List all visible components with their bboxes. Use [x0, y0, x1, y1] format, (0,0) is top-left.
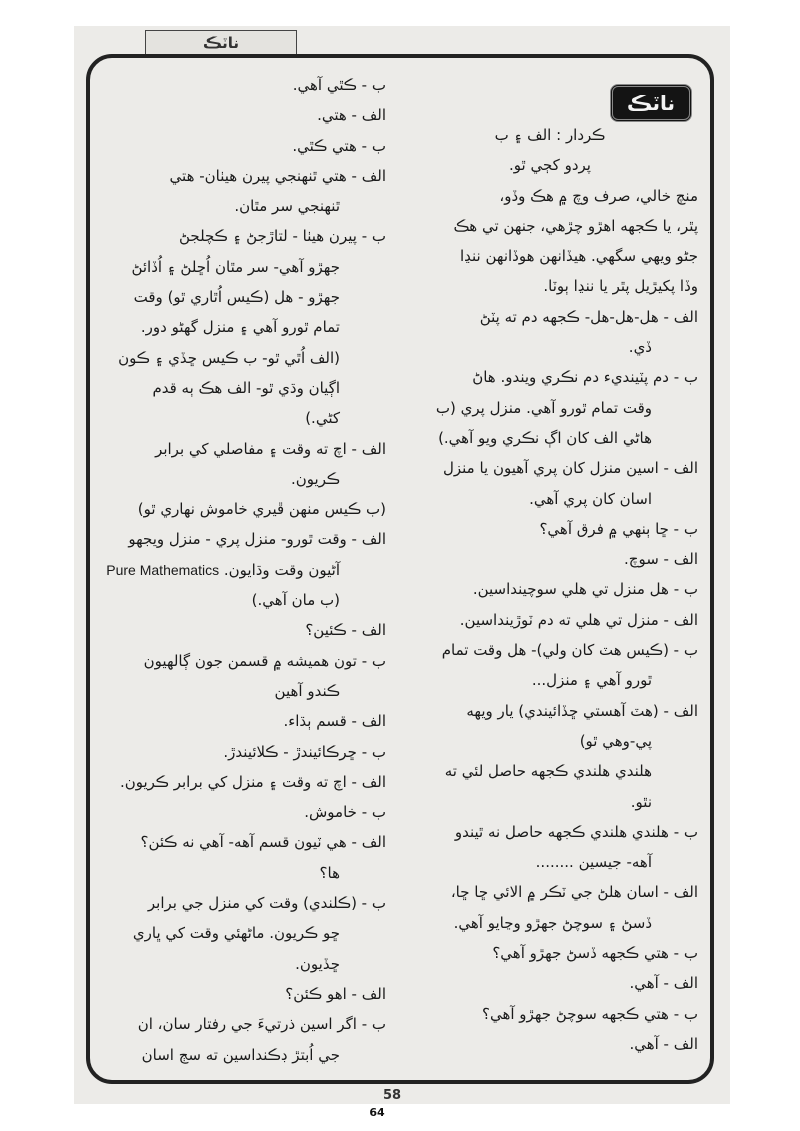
- right-column-line: [402, 999, 698, 1029]
- left-column-line: [100, 737, 386, 767]
- line-text: وڏا پکيڙيل پٿر يا ننڍا ٻوٽا.: [543, 277, 698, 296]
- line-text: جهڙو آهي- سر مٿان اُڇلڻ ۽ اُڏائڻ: [131, 257, 340, 276]
- line-text: آڻيون وقت وڌايون.: [223, 560, 340, 579]
- line-text: الف - اهو ڪئن؟: [285, 984, 386, 1003]
- right-column-line: [402, 605, 698, 635]
- line-text: ڏي.: [628, 338, 652, 357]
- left-column-line: [100, 131, 386, 161]
- left-column-line: [100, 827, 386, 857]
- right-column-line: [402, 271, 698, 301]
- line-text: جي اُبتڙ ڊڪنداسين ته سڄ اسان: [141, 1045, 340, 1064]
- line-text: الف - منزل تي هلي ته دم ٽوڙينداسين.: [459, 610, 698, 629]
- left-column-line: [100, 70, 386, 100]
- line-text: ب - هلندي هلندي ڪجهه حاصل نه ٿيندو: [454, 822, 698, 841]
- line-text: جهڙو - هل (ڪيس اُٿاري ٿو) وقت: [133, 288, 340, 307]
- line-text: پي-وهي ٿو): [579, 731, 652, 750]
- left-column-line: [100, 979, 386, 1009]
- left-column-line: [100, 918, 386, 948]
- left-column-line: [100, 706, 386, 736]
- right-column-line: [402, 423, 698, 453]
- page-number: 58: [382, 1088, 402, 1103]
- line-text: الف - هي ٽيون قسم آهه- آهي نه ڪئن؟: [140, 833, 386, 852]
- pdf-page-number: 64: [369, 1106, 385, 1119]
- line-text: الف - وقت ٿورو- منزل پري - منزل ويجهو: [128, 530, 386, 549]
- line-text: ب - خاموش.: [304, 803, 386, 822]
- right-column-line: [402, 635, 698, 665]
- right-column-lines: [402, 120, 698, 1059]
- line-text: ڏسڻ ۽ سوچڻ جهڙو وڃايو آهي.: [453, 913, 652, 932]
- left-column-line: [100, 555, 386, 585]
- line-text: الف - هتي.: [317, 106, 386, 125]
- right-column-line: [402, 968, 698, 998]
- line-text: الف - هل-هل-هل- ڪجهه دم ته پٽڻ: [479, 307, 698, 326]
- right-column-line: [402, 877, 698, 907]
- right-column: [402, 70, 698, 1059]
- right-column-line: [402, 332, 698, 362]
- line-text: ب - (ڪلندي) وقت کي منزل جي برابر: [147, 894, 386, 913]
- line-text: الف - قسم ٻڌاء.: [283, 712, 386, 731]
- line-text: هاڻي الف کان اڳ نڪري ويو آهي.): [438, 428, 652, 447]
- left-column-line: [100, 797, 386, 827]
- right-column-line: [402, 393, 698, 423]
- line-text: ٿنهنجي سر مٿان.: [234, 197, 340, 216]
- line-text: جڻو ويهي سگهي. هيڏانهن هوڏانهن ننڍا: [459, 247, 698, 266]
- left-column-line: [100, 888, 386, 918]
- right-column-line: [402, 362, 698, 392]
- line-text: الف - اچ ته وقت ۽ مفاصلي کي برابر: [155, 439, 386, 458]
- left-column-line: [100, 1040, 386, 1070]
- left-column-line: [100, 373, 386, 403]
- right-column-line: [402, 544, 698, 574]
- right-column-line: [402, 756, 698, 786]
- left-column-line: [100, 252, 386, 282]
- line-text: ب - پيرن هيٺا - لتاڙجڻ ۽ ڪچلجڻ: [178, 227, 386, 246]
- right-column-line: [402, 817, 698, 847]
- left-column-lines: [100, 70, 386, 1070]
- line-text: ب - ڇا ٻنهي ۾ فرق آهي؟: [539, 519, 698, 538]
- left-column-line: [100, 343, 386, 373]
- left-column-line: [100, 767, 386, 797]
- right-column-line: [402, 787, 698, 817]
- line-text: نٿو.: [630, 792, 652, 811]
- line-text: الف - ڪئين؟: [305, 621, 386, 640]
- line-text: ب - ڪٿي آهي.: [292, 76, 386, 94]
- left-column-line: [100, 403, 386, 433]
- running-header: ناٽڪ: [145, 30, 297, 58]
- left-column-line: [100, 191, 386, 221]
- line-text: هلندي هلندي ڪجهه حاصل لئي ته: [444, 762, 652, 781]
- left-column-line: [100, 858, 386, 888]
- right-column-line: [402, 150, 698, 180]
- line-text: ڇڏيون.: [295, 954, 340, 973]
- title-row: [402, 70, 698, 120]
- line-text: (ب ڪيس منهن ڦيري خاموش نهاري ٿو): [137, 500, 386, 519]
- line-text: وقت تمام ٿورو آهي. منزل پري (ب: [435, 398, 652, 417]
- left-column-line: [100, 434, 386, 464]
- left-column-line: [100, 161, 386, 191]
- left-column: [100, 70, 386, 1070]
- line-text: ڪندو آهين: [274, 681, 340, 700]
- line-text: اڳيان وڌي ٿو- الف هڪ ٻه قدم: [152, 378, 340, 397]
- left-column-line: [100, 312, 386, 342]
- line-text: کڻي.): [305, 409, 340, 428]
- left-column-line: [100, 615, 386, 645]
- left-column-line: [100, 494, 386, 524]
- right-column-line: [402, 453, 698, 483]
- left-column-line: [100, 464, 386, 494]
- right-column-line: [402, 847, 698, 877]
- line-text: ڪريون.: [290, 469, 340, 488]
- line-text: منچ خالي، صرف وچ ۾ هڪ وڏو،: [499, 186, 698, 205]
- left-column-line: [100, 100, 386, 130]
- line-text: الف - هتي ٿنهنجي پيرن هيٺان- هتي: [169, 166, 386, 185]
- line-text: ٿورو آهي ۽ منزل...: [531, 671, 652, 690]
- line-text: پٿر، يا ڪجهه اهڙو چڙهي، جنهن تي هڪ: [453, 216, 698, 235]
- line-text: ڪردار : الف ۽ ب: [494, 126, 606, 144]
- line-text: تمام ٿورو آهي ۽ منزل گهڻو دور.: [140, 318, 340, 337]
- left-column-line: [100, 524, 386, 554]
- right-column-line: [402, 726, 698, 756]
- right-column-line: [402, 302, 698, 332]
- line-text: ب - هتي ڪجهه سوچڻ جهڙو آهي؟: [482, 1004, 698, 1023]
- line-text: ب - تون هميشه ۾ قسمن جون ڳالهيون: [143, 651, 386, 670]
- line-text: پردو کڄي ٿو.: [509, 156, 591, 175]
- right-column-line: [402, 574, 698, 604]
- right-column-line: [402, 696, 698, 726]
- line-text: ب - هل منزل تي هلي سوچينداسين.: [472, 580, 698, 599]
- left-column-line: [100, 1009, 386, 1039]
- line-text: الف - اچ ته وقت ۽ منزل کي برابر ڪريون.: [119, 772, 386, 791]
- line-text: ب - هتي ڪجهه ڏسڻ جهڙو آهي؟: [492, 944, 698, 963]
- right-column-line: [402, 938, 698, 968]
- line-text: ب - هتي ڪٿي.: [292, 136, 386, 155]
- line-text: الف - آهي.: [629, 974, 698, 993]
- left-column-line: [100, 646, 386, 676]
- right-column-line: [402, 514, 698, 544]
- line-text: ب - دم پٽينديء دم نڪري ويندو. هاڻ: [472, 368, 698, 387]
- right-column-line: [402, 120, 698, 150]
- line-text: الف - (هٽ آهستي ڇڏائيندي) يار ويهه: [466, 701, 698, 720]
- latin-phrase: Pure Mathematics: [106, 561, 220, 578]
- right-column-line: [402, 211, 698, 241]
- left-column-line: [100, 282, 386, 312]
- line-text: الف - اسان هلڻ جي ٽڪر ۾ الائي ڇا ڇا،: [450, 883, 698, 902]
- line-text: (ب مان آهي.): [251, 591, 340, 610]
- section-title-badge: ناٽڪ: [610, 84, 692, 122]
- line-text: الف - سوچ.: [624, 550, 698, 569]
- line-text: ڇو ڪريون. ماڻهئي وقت کي ڀاري: [132, 924, 340, 943]
- right-column-line: [402, 484, 698, 514]
- right-column-line: [402, 665, 698, 695]
- right-column-line: [402, 908, 698, 938]
- right-column-line: [402, 1029, 698, 1059]
- left-column-line: [100, 221, 386, 251]
- right-column-line: [402, 241, 698, 271]
- line-text: ها؟: [319, 863, 340, 882]
- line-text: اسان کان پري آهي.: [529, 489, 652, 508]
- left-column-line: [100, 676, 386, 706]
- line-text: الف - اسين منزل کان پري آهيون يا منزل: [442, 459, 698, 478]
- left-column-line: [100, 949, 386, 979]
- line-text: آهه- جيسين ........: [535, 853, 652, 872]
- left-column-line: [100, 585, 386, 615]
- line-text: الف - آهي.: [629, 1034, 698, 1053]
- line-text: (الف اُٿي ٿو- ب ڪيس ڇڏي ۽ ڪون: [118, 348, 340, 367]
- right-column-line: [402, 181, 698, 211]
- line-text: ب - اگر اسين ذرتيءَ جي رفتار سان، ان: [137, 1015, 386, 1034]
- line-text: ب - (ڪيس هٽ کان ولي)- هل وقت تمام: [441, 641, 698, 660]
- line-text: ب - ڇرڪائيندڙ - ڪلائيندڙ.: [223, 742, 386, 761]
